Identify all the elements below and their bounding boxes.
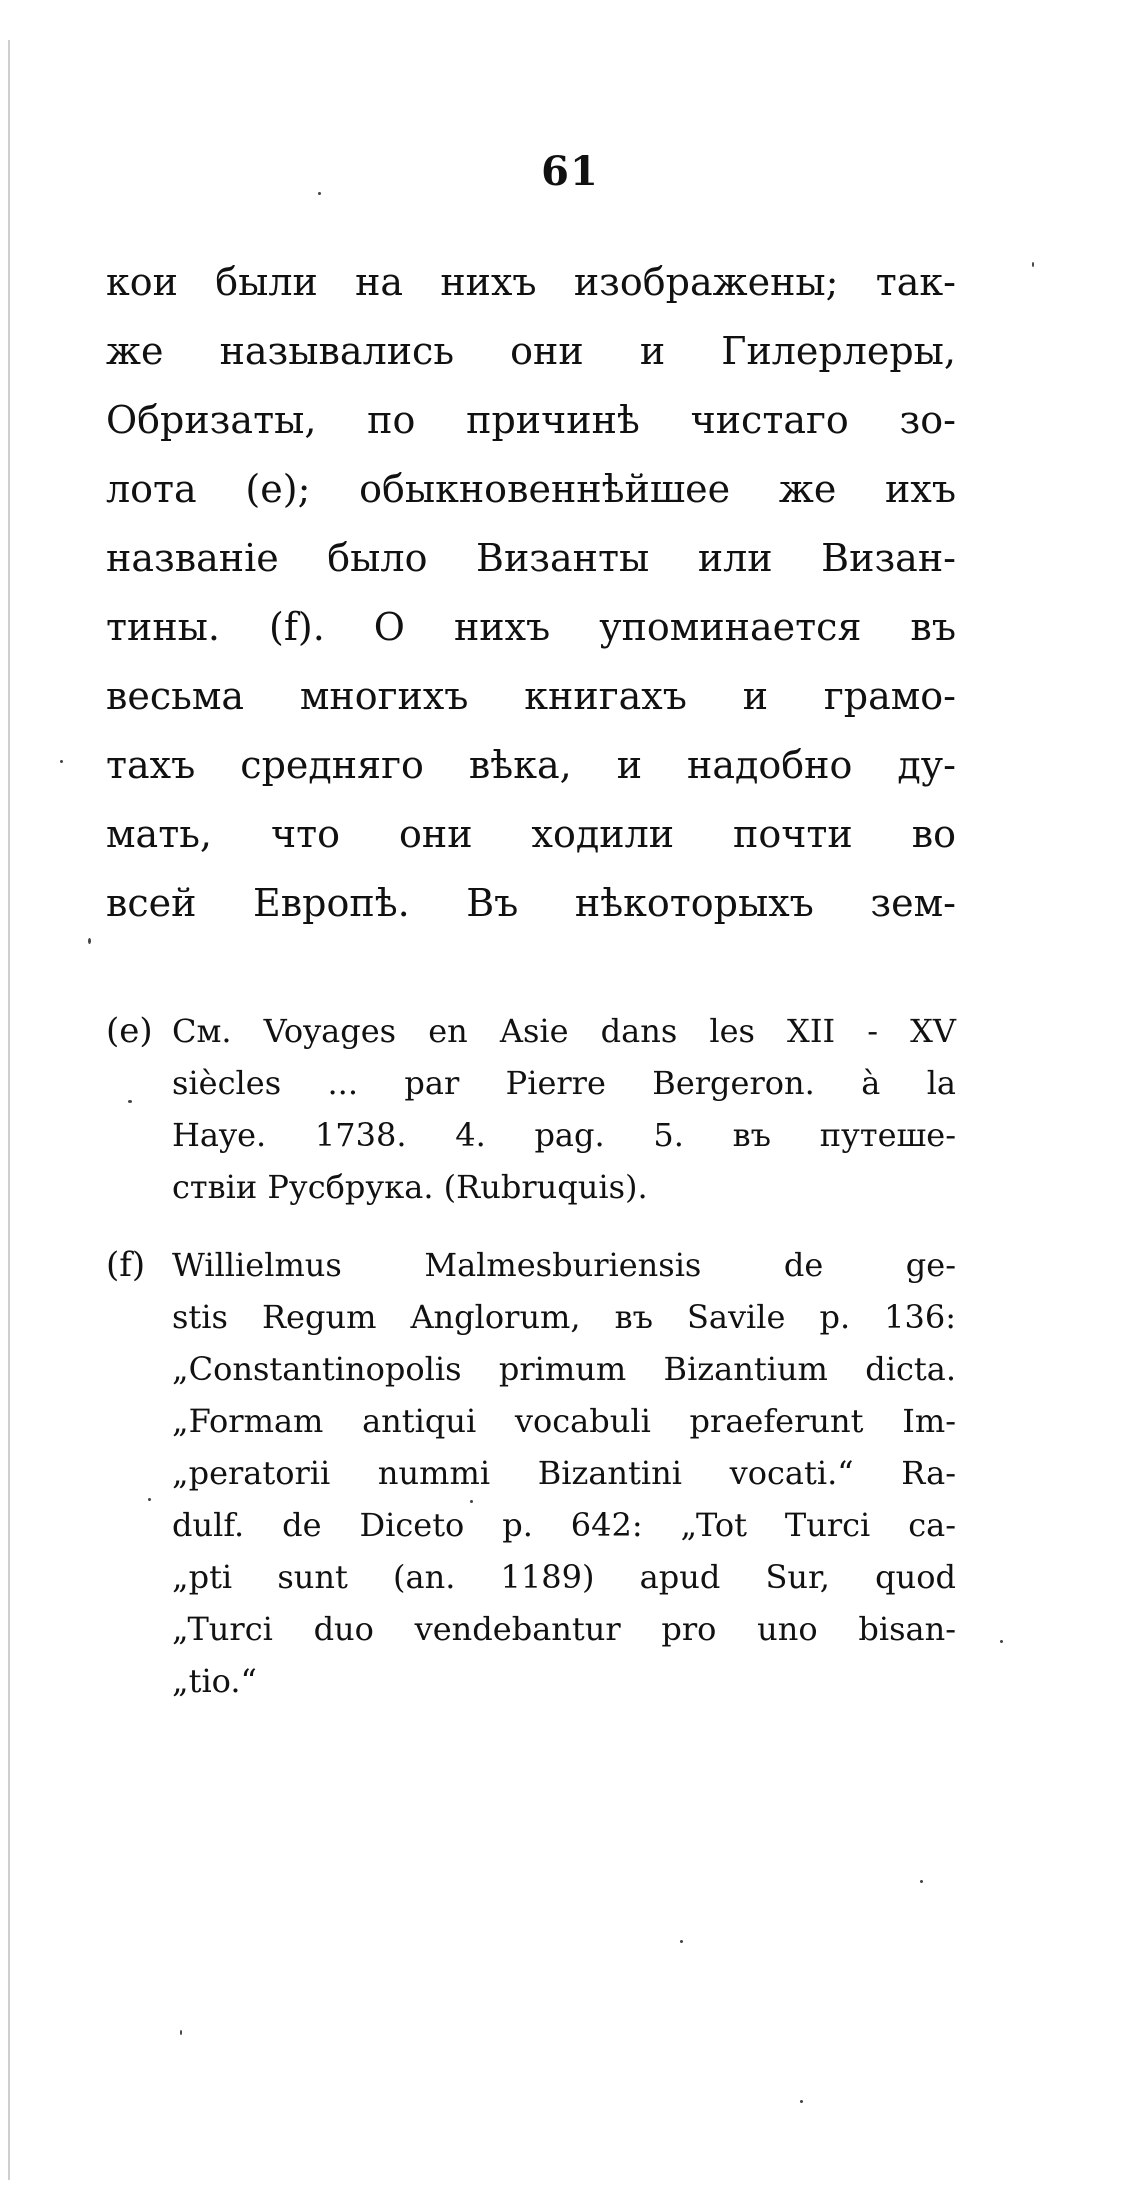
scan-speck (800, 2100, 803, 2103)
footnote-line: siècles ... par Pierre Bergeron. à la (172, 1064, 956, 1102)
footnote-line: „pti sunt (an. 1189) apud Sur, quod (172, 1558, 956, 1596)
text-line: мать, что они ходили почти во (106, 812, 956, 856)
page-number: 61 (541, 148, 599, 195)
page-edge-rule (8, 40, 10, 2180)
footnote-f (106, 1239, 956, 1707)
footnote-marker: (e) (106, 1011, 153, 1051)
text-line: лота (е); обыкновеннѣйшее же ихъ (106, 467, 956, 511)
text-line: названіе было Византы или Визан- (106, 536, 956, 580)
text-line: тины. (f). О нихъ упоминается въ (106, 605, 956, 649)
scan-speck (128, 1100, 132, 1103)
footnote-line: „tio.“ (172, 1662, 257, 1700)
text-line: же назывались они и Гилерлеры, (106, 329, 956, 373)
scan-speck (470, 1500, 473, 1503)
footnote-line: „Turci duo vendebantur pro uno bisan- (172, 1610, 956, 1648)
scan-speck (88, 938, 91, 944)
scan-speck (920, 1880, 923, 1883)
scan-speck (180, 2030, 182, 2035)
footnotes (106, 1005, 956, 1733)
scan-speck (60, 760, 63, 763)
footnote-line: Willielmus Malmesburiensis de ge- (172, 1246, 956, 1284)
footnote-line: Haye. 1738. 4. pag. 5. въ путеше- (172, 1116, 956, 1154)
footnote-marker: (f) (106, 1245, 146, 1285)
footnote-line: dulf. de Diceto p. 642: „Tot Turci ca- (172, 1506, 956, 1544)
scan-speck (680, 1940, 683, 1943)
footnote-line: ствіи Русбрука. (Rubruquis). (172, 1168, 648, 1206)
text-line: тахъ средняго вѣка, и надобно ду- (106, 743, 956, 787)
footnote-line: „Constantinopolis primum Bizantium dicta. (172, 1350, 956, 1388)
text-line: весьма многихъ книгахъ и грамо- (106, 674, 956, 718)
footnote-e (106, 1005, 956, 1213)
text-line: Обризаты, по причинѣ чистаго зо- (106, 398, 956, 442)
scan-speck (1032, 262, 1034, 267)
footnote-line: См. Voyages en Asie dans les XII - XV (172, 1012, 956, 1050)
footnote-line: „Formam antiqui vocabuli praeferunt Im- (172, 1402, 956, 1440)
scan-speck (148, 1498, 151, 1501)
footnote-line: „peratorii nummi Bizantini vocati.“ Ra- (172, 1454, 956, 1492)
text-line: всей Европѣ. Въ нѣкоторыхъ зем- (106, 881, 956, 925)
scan-speck (318, 192, 321, 195)
scan-speck (1000, 1640, 1003, 1643)
text-line: кои были на нихъ изображены; так- (106, 260, 956, 304)
footnote-line: stis Regum Anglorum, въ Savile p. 136: (172, 1298, 956, 1336)
main-text (106, 248, 956, 938)
